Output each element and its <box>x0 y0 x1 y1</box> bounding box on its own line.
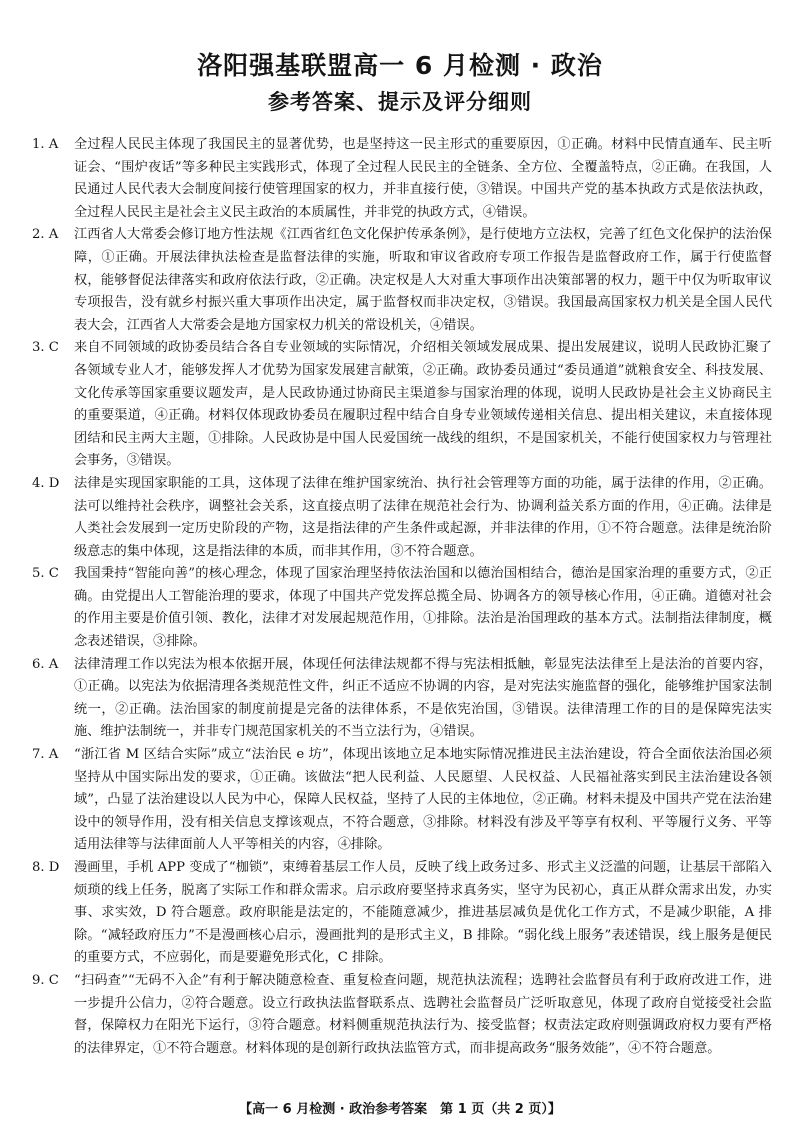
answer-number: 3. C <box>32 340 59 356</box>
answer-item-9 <box>32 970 772 1060</box>
answer-item-4 <box>32 473 772 563</box>
answer-text: “浙江省 M 区结合实际”成立“法治民 e 坊”，体现出该地立足本地实际情况推进民主法治建设，符合全面依法治国必须坚持从中国实际出发的要求，①正确。该做法“把人民利益、人民愿望、人民权益、人民福祉落实到民主法治建设各领域”，凸显了法治建设以人民为中心，保障人民权益，坚持了人民的主体地位，②正确。材料未提及中国共产党在法治建设中的领导作用，没有相关信息支撑该观点，不符合题意，③排除。材料没有涉及平等享有权利、平等履行义务、平等适用法律等与法律面前人人平等相关的内容，④排除。 <box>74 747 772 853</box>
answer-text: 法律是实现国家职能的工具，这体现了法律在维护国家统治、执行社会管理等方面的功能，属于法律的作用，②正确。法可以维持社会秩序，调整社会关系，这直接点明了法律在规范社会行为、协调利益关系方面的作用，④正确。法律是人类社会发展到一定历史阶段的产物，这是指法律的产生条件或起源，并非法律的作用，①不符合题意。法律是统治阶级意志的集中体现，这是指法律的本质，而非其作用，③不符合题意。 <box>74 475 772 559</box>
answer-item-1 <box>32 134 772 224</box>
answer-item-8 <box>32 857 772 970</box>
answer-number: 2. A <box>32 227 59 243</box>
answer-item-3 <box>32 337 772 473</box>
answer-item-7 <box>32 744 772 857</box>
answer-number: 6. A <box>32 656 59 672</box>
answer-number: 9. C <box>32 972 59 988</box>
answer-text: 我国秉持“智能向善”的核心理念，体现了国家治理坚持依法治国和以德治国相结合，德治是国家治理的重要方式，②正确。由党提出人工智能治理的要求，体现了中国共产党发挥总揽全局、协调各方的领导核心作用，④正确。道德对社会的作用主要是价值引领、教化，法律才对发展起规范作用，①排除。法治是治国理政的基本方式。法制指法律制度，概念表述错误，③排除。 <box>74 566 772 650</box>
answer-text: 漫画里，手机 APP 变成了“枷锁”，束缚着基层工作人员，反映了线上政务过多、形式主义泛滥的问题，让基层干部陷入烦琐的线上任务，脱离了实际工作和群众需求。启示政府要坚持求真务实，坚守为民初心，真正从群众需求出发，办实事、求实效，D 符合题意。政府职能是法定的，不能随意减少，推进基层减负是优化工作方式，不是减少职能，A 排除。“减轻政府压力”不是漫画核心启示，漫画批判的是形式主义，B 排除。“弱化线上服务”表述错误，线上服务是便民的重要方式，不应弱化，而是要避免形式化，C 排除。 <box>74 860 772 966</box>
answer-list <box>32 134 772 1060</box>
page-subtitle: 参考答案、提示及评分细则 <box>268 90 532 114</box>
answer-item-2 <box>32 224 772 337</box>
answer-number: 4. D <box>32 475 60 491</box>
answer-number: 5. C <box>32 566 59 582</box>
answer-number: 8. D <box>32 860 60 875</box>
page-title: 洛阳强基联盟高一 6 月检测 · 政治 <box>197 51 603 80</box>
answer-text: “扫码查”“无码不入企”有利于解决随意检查、重复检查问题，规范执法流程；选聘社会监督员有利于政府改进工作，进一步提升公信力，②符合题意。设立行政执法监督联系点、选聘社会监督员广泛听取意见，体现了政府自觉接受社会监督，保障权力在阳光下运行，③符合题意。材料侧重规范执法行为、接受监督；权责法定政府则强调政府权力要有严格的法律界定，①不符合题意。材料体现的是创新行政执法监管方式，而非提高政务“服务效能”，④不符合题意。 <box>74 972 772 1056</box>
answer-item-5 <box>32 563 772 653</box>
answer-item-6 <box>32 654 772 744</box>
answer-text: 法律清理工作以宪法为根本依据开展，体现任何法律法规都不得与宪法相抵触，彰显宪法法律至上是法治的首要内容，①正确。以宪法为依据清理各类规范性文件，纠正不适应不协调的内容，是对宪法实施监督的强化，能够维护国家法制统一，②正确。法治国家的制度前提是完备的法律体系，不是依宪治国，③错误。法律清理工作的目的是保障宪法实施、维护法制统一，并非专门规范国家机关的不当立法行为，④错误。 <box>74 656 772 740</box>
answer-text: 来自不同领域的政协委员结合各自专业领域的实际情况，介绍相关领域发展成果、提出发展建议，说明人民政协汇聚了各领域专业人才，能够发挥人才优势为国家发展建言献策，②正确。政协委员通过“委员通道”就粮食安全、科技发展、文化传承等国家重要议题发声，是人民政协通过协商民主渠道参与国家治理的体现，说明人民政协是社会主义协商民主的重要渠道，④正确。材料仅体现政协委员在履职过程中结合自身专业领域传递相关信息、提出相关建议，未直接体现团结和民主两大主题，①排除。人民政协是中国人民爱国统一战线的组织，不是国家机关，不能行使国家权力与管理社会事务，③错误。 <box>74 340 772 469</box>
page-footer: 【高一 6 月检测 · 政治参考答案 第 1 页（共 2 页）】 <box>239 1102 561 1117</box>
answer-text: 江西省人大常委会修订地方性法规《江西省红色文化保护传承条例》，是行使地方立法权，完善了红色文化保护的法治保障，①正确。开展法律执法检查是监督法律的实施，听取和审议省政府专项工作报告是监督政府工作，属于行使监督权，能够督促法律落实和政府依法行政，②正确。决定权是人大对重大事项作出决策部署的权力，题干中仅为听取审议专项报告，没有就乡村振兴重大事项作出决定，属于监督权而非决定权，③错误。我国最高国家权力机关是全国人民代表大会，江西省人大常委会是地方国家权力机关的常设机关，④错误。 <box>74 227 772 333</box>
answer-number: 7. A <box>32 747 59 763</box>
answer-text: 全过程人民民主体现了我国民主的显著优势，也是坚持这一民主形式的重要原因，①正确。材料中民情直通车、民主听证会、“围炉夜话”等多种民主实践形式，体现了全过程人民民主的全链条、全方位、全覆盖特点，②正确。在我国，人民通过人民代表大会制度间接行使管理国家的权力，并非直接行使，③错误。中国共产党的基本执政方式是依法执政，全过程人民民主是社会主义民主政治的本质属性，并非党的执政方式，④错误。 <box>74 137 772 220</box>
answer-number: 1. A <box>32 137 59 152</box>
